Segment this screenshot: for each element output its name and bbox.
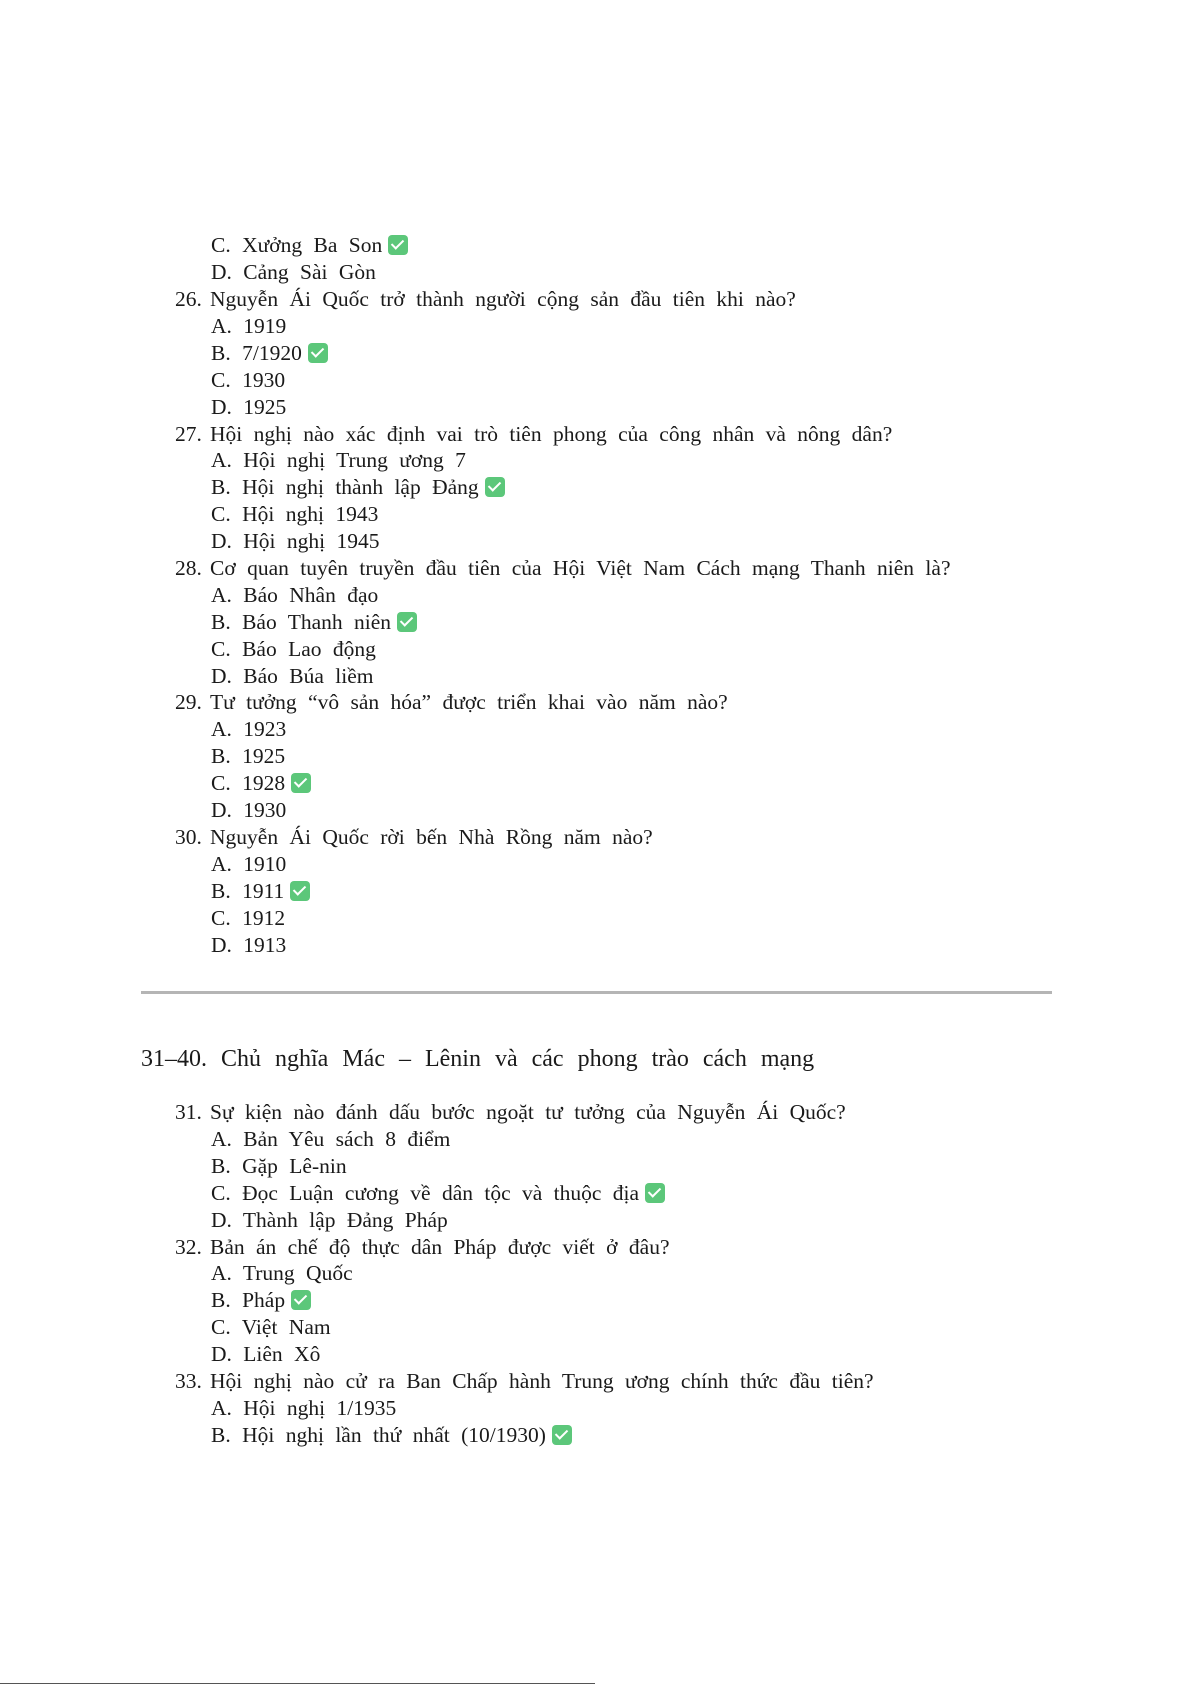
answer-option [211,474,505,500]
option-text: A. 1910 [211,852,287,876]
question-29 [175,689,728,715]
option-text: B. 1925 [211,744,286,768]
answer-option [211,1126,450,1152]
check-mark-icon [552,1425,572,1445]
question-31 [175,1099,846,1125]
option-text: B. 1911 [211,879,285,903]
check-mark-icon [645,1183,665,1203]
option-text: C. 1912 [211,906,286,930]
question-number: 27. [175,422,202,446]
option-text: A. Bản Yêu sách 8 điểm [211,1127,451,1151]
check-mark-icon [388,235,408,255]
answer-option [211,1287,311,1313]
question-number: 31. [175,1100,202,1124]
answer-option [211,743,285,769]
question-text: Tư tưởng “vô sản hóa” được triển khai vào năm nào? [210,690,728,714]
option-text: B. Hội nghị lần thứ nhất (10/1930) [211,1423,546,1447]
section-heading: 31–40. Chủ nghĩa Mác – Lênin và các phong trào cách mạng [141,1046,815,1072]
answer-option [211,259,376,285]
check-mark-icon [485,477,505,497]
option-text: A. Báo Nhân đạo [211,583,379,607]
option-text: D. Liên Xô [211,1342,321,1366]
answer-option [211,851,286,877]
question-27 [175,421,892,447]
answer-option [211,636,376,662]
question-number: 33. [175,1369,202,1393]
answer-option [211,797,286,823]
answer-option [211,878,310,904]
question-number: 28. [175,556,202,580]
answer-option [211,313,286,339]
option-text: D. Báo Búa liềm [211,664,374,688]
question-number: 32. [175,1235,202,1259]
answer-option [211,394,286,420]
option-text: C. Báo Lao động [211,637,376,661]
option-text: C. Xưởng Ba Son [211,233,383,257]
answer-option [211,501,378,527]
check-mark-icon [290,881,310,901]
question-number: 29. [175,690,202,714]
question-number: 26. [175,287,202,311]
question-26 [175,286,796,312]
answer-option [211,1153,347,1179]
answer-option [211,528,380,554]
option-text: A. 1923 [211,717,287,741]
option-text: D. 1930 [211,798,287,822]
option-text: C. 1928 [211,771,286,795]
answer-option [211,1341,320,1367]
option-text: C. Việt Nam [211,1315,331,1339]
answer-option [211,367,285,393]
option-text: D. Hội nghị 1945 [211,529,380,553]
option-text: B. Gặp Lê-nin [211,1154,347,1178]
answer-option [211,770,311,796]
option-text: A. Trung Quốc [211,1261,353,1285]
section-divider [141,991,1052,994]
answer-option [211,1422,572,1448]
question-32 [175,1234,669,1260]
question-number: 30. [175,825,202,849]
option-text: D. Cảng Sài Gòn [211,260,376,284]
question-text: Cơ quan tuyên truyền đầu tiên của Hội Việt Nam Cách mạng Thanh niên là? [210,556,951,580]
answer-option [211,932,286,958]
check-mark-icon [291,1290,311,1310]
check-mark-icon [397,612,417,632]
question-text: Nguyễn Ái Quốc trở thành người cộng sản đầu tiên khi nào? [210,287,796,311]
option-text: D. Thành lập Đảng Pháp [211,1208,448,1232]
option-text: A. Hội nghị Trung ương 7 [211,448,466,472]
answer-option [211,1207,448,1233]
question-33 [175,1368,874,1394]
option-text: C. Đọc Luận cương về dân tộc và thuộc địa [211,1181,640,1205]
question-text: Nguyễn Ái Quốc rời bến Nhà Rồng năm nào? [210,825,653,849]
option-text: C. 1930 [211,368,286,392]
check-mark-icon [291,773,311,793]
question-30 [175,824,653,850]
answer-option [211,716,286,742]
footer-rule [0,1683,595,1684]
answer-option [211,663,374,689]
question-text: Hội nghị nào cử ra Ban Chấp hành Trung ương chính thức đầu tiên? [210,1369,874,1393]
answer-option [211,905,285,931]
option-text: D. 1913 [211,933,287,957]
question-28 [175,555,951,581]
answer-option [211,340,328,366]
option-text: D. 1925 [211,395,287,419]
option-text: B. Báo Thanh niên [211,610,392,634]
option-text: A. Hội nghị 1/1935 [211,1396,397,1420]
question-text: Hội nghị nào xác định vai trò tiên phong của công nhân và nông dân? [210,422,893,446]
option-text: B. Hội nghị thành lập Đảng [211,475,479,499]
question-text: Bản án chế độ thực dân Pháp được viết ở đâu? [210,1235,670,1259]
answer-option [211,1395,396,1421]
question-text: Sự kiện nào đánh dấu bước ngoặt tư tưởng của Nguyễn Ái Quốc? [210,1100,846,1124]
answer-option [211,447,466,473]
answer-option [211,582,378,608]
answer-option [211,609,417,635]
answer-option [211,232,408,258]
answer-option [211,1180,665,1206]
option-text: B. 7/1920 [211,341,302,365]
option-text: C. Hội nghị 1943 [211,502,379,526]
answer-option [211,1314,331,1340]
option-text: B. Pháp [211,1288,286,1312]
answer-option [211,1260,353,1286]
check-mark-icon [308,343,328,363]
option-text: A. 1919 [211,314,287,338]
